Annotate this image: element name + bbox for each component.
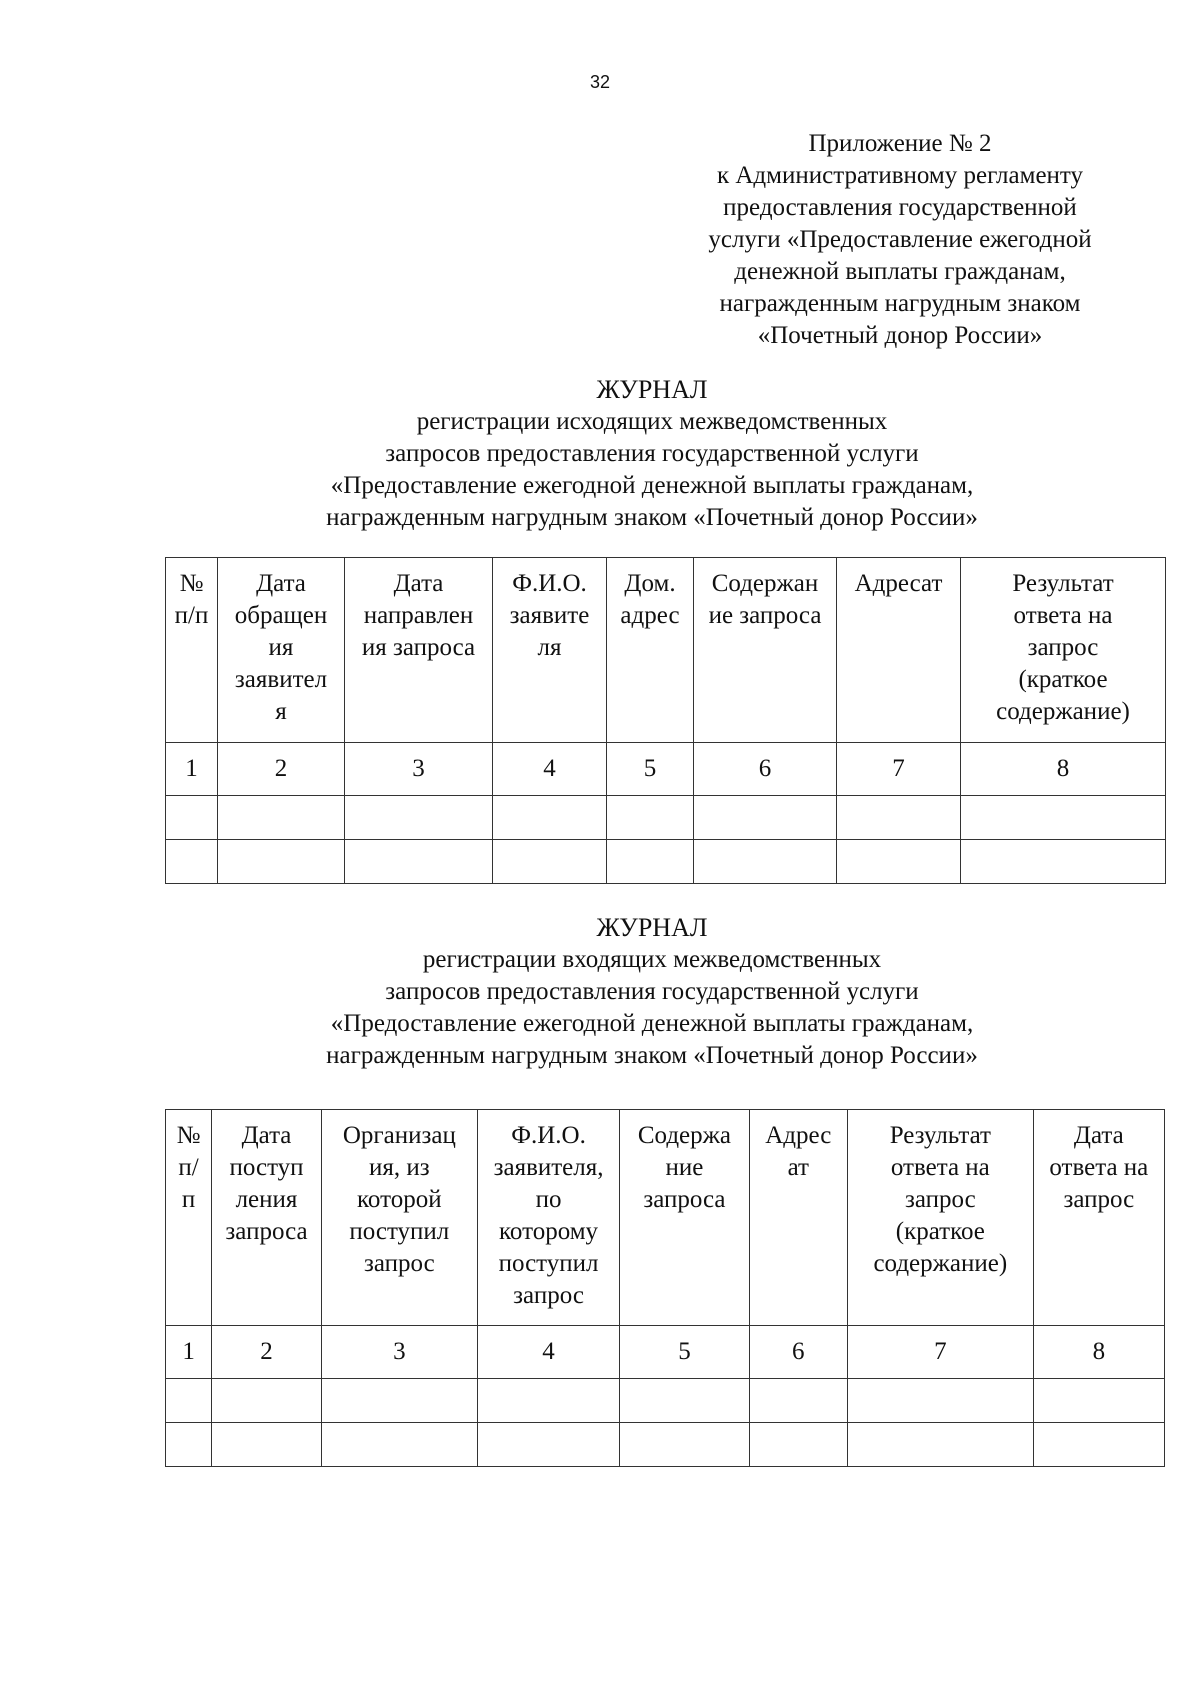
empty-cell	[321, 1379, 477, 1423]
empty-cell	[848, 1423, 1034, 1467]
header-cell: Организац ия, из которой поступил запрос	[321, 1110, 477, 1326]
empty-cell	[837, 796, 961, 840]
column-number: 6	[694, 743, 837, 796]
empty-cell	[694, 840, 837, 884]
empty-cell	[345, 840, 493, 884]
table-header-row	[166, 558, 1166, 743]
appendix-line: услуги «Предоставление ежегодной	[708, 226, 1092, 253]
journal-subtitle-line: запросов предоставления государственной услуги	[385, 440, 919, 467]
column-number: 2	[218, 743, 345, 796]
empty-cell	[837, 840, 961, 884]
header-cell: № п/ п	[166, 1110, 212, 1326]
appendix-line: Приложение № 2	[808, 130, 992, 157]
empty-cell	[1033, 1379, 1164, 1423]
empty-cell	[607, 840, 694, 884]
empty-cell	[166, 840, 218, 884]
journal-subtitle-line: награжденным нагрудным знаком «Почетный донор России»	[326, 504, 978, 531]
empty-cell	[166, 1379, 212, 1423]
page-number: 32	[589, 72, 611, 92]
appendix-line: награжденным нагрудным знаком	[719, 290, 1081, 317]
header-cell: Адрес ат	[749, 1110, 847, 1326]
empty-cell	[961, 796, 1166, 840]
empty-cell	[607, 796, 694, 840]
empty-cell	[749, 1379, 847, 1423]
header-cell: № п/п	[166, 558, 218, 743]
empty-row	[166, 840, 1166, 884]
empty-cell	[345, 796, 493, 840]
header-cell: Адресат	[837, 558, 961, 743]
journal-subtitle-line: «Предоставление ежегодной денежной выплаты гражданам,	[330, 1010, 974, 1037]
empty-cell	[1033, 1423, 1164, 1467]
appendix-note	[665, 128, 1135, 352]
header-cell: Содержа ние запроса	[620, 1110, 749, 1326]
header-cell: Дом. адрес	[607, 558, 694, 743]
column-number: 8	[1033, 1326, 1164, 1379]
journal-subtitle-line: регистрации входящих межведомственных	[422, 946, 882, 973]
column-number: 5	[607, 743, 694, 796]
column-number: 3	[345, 743, 493, 796]
appendix-line: «Почетный донор России»	[757, 322, 1043, 349]
journal-outgoing-table	[165, 557, 1166, 884]
empty-row	[166, 796, 1166, 840]
journal-title: ЖУРНАЛ	[596, 913, 708, 942]
column-number: 6	[749, 1326, 847, 1379]
journal-subtitle-line: награжденным нагрудным знаком «Почетный донор России»	[326, 1042, 978, 1069]
column-number: 4	[493, 743, 607, 796]
header-cell: Дата ответа на запрос	[1033, 1110, 1164, 1326]
column-number: 7	[837, 743, 961, 796]
empty-cell	[620, 1423, 749, 1467]
header-cell: Результат ответа на запрос (краткое содержание)	[961, 558, 1166, 743]
journal-subtitle-line: запросов предоставления государственной услуги	[385, 978, 919, 1005]
journal-outgoing-heading	[152, 374, 1152, 534]
header-cell: Ф.И.О. заявите ля	[493, 558, 607, 743]
journal-title: ЖУРНАЛ	[596, 375, 708, 404]
journal-subtitle-line: регистрации исходящих межведомственных	[416, 408, 888, 435]
empty-cell	[961, 840, 1166, 884]
empty-cell	[321, 1423, 477, 1467]
header-cell: Дата обращен ия заявител я	[218, 558, 345, 743]
empty-cell	[848, 1379, 1034, 1423]
empty-cell	[620, 1379, 749, 1423]
journal-subtitle-line: «Предоставление ежегодной денежной выплаты гражданам,	[330, 472, 974, 499]
empty-cell	[477, 1379, 620, 1423]
header-cell: Ф.И.О. заявителя, по которому поступил запрос	[477, 1110, 620, 1326]
empty-cell	[749, 1423, 847, 1467]
header-cell: Дата поступ ления запроса	[212, 1110, 322, 1326]
empty-cell	[477, 1423, 620, 1467]
journal-incoming-heading	[152, 912, 1152, 1072]
empty-cell	[212, 1423, 322, 1467]
header-cell: Содержан ие запроса	[694, 558, 837, 743]
column-number: 7	[848, 1326, 1034, 1379]
journal-incoming-table	[165, 1109, 1165, 1467]
appendix-line: предоставления государственной	[723, 194, 1077, 221]
column-number: 8	[961, 743, 1166, 796]
appendix-line: к Административному регламенту	[716, 162, 1084, 189]
empty-row	[166, 1379, 1165, 1423]
column-number-row	[166, 1326, 1165, 1379]
column-number: 3	[321, 1326, 477, 1379]
empty-cell	[212, 1379, 322, 1423]
empty-cell	[166, 796, 218, 840]
empty-cell	[218, 840, 345, 884]
column-number: 1	[166, 1326, 212, 1379]
empty-cell	[493, 796, 607, 840]
column-number-row	[166, 743, 1166, 796]
empty-cell	[493, 840, 607, 884]
column-number: 4	[477, 1326, 620, 1379]
header-cell: Дата направлен ия запроса	[345, 558, 493, 743]
empty-cell	[218, 796, 345, 840]
header-cell: Результат ответа на запрос (краткое содержание)	[848, 1110, 1034, 1326]
column-number: 2	[212, 1326, 322, 1379]
table-header-row	[166, 1110, 1165, 1326]
empty-cell	[694, 796, 837, 840]
column-number: 5	[620, 1326, 749, 1379]
appendix-line: денежной выплаты гражданам,	[734, 258, 1066, 285]
empty-row	[166, 1423, 1165, 1467]
column-number: 1	[166, 743, 218, 796]
empty-cell	[166, 1423, 212, 1467]
